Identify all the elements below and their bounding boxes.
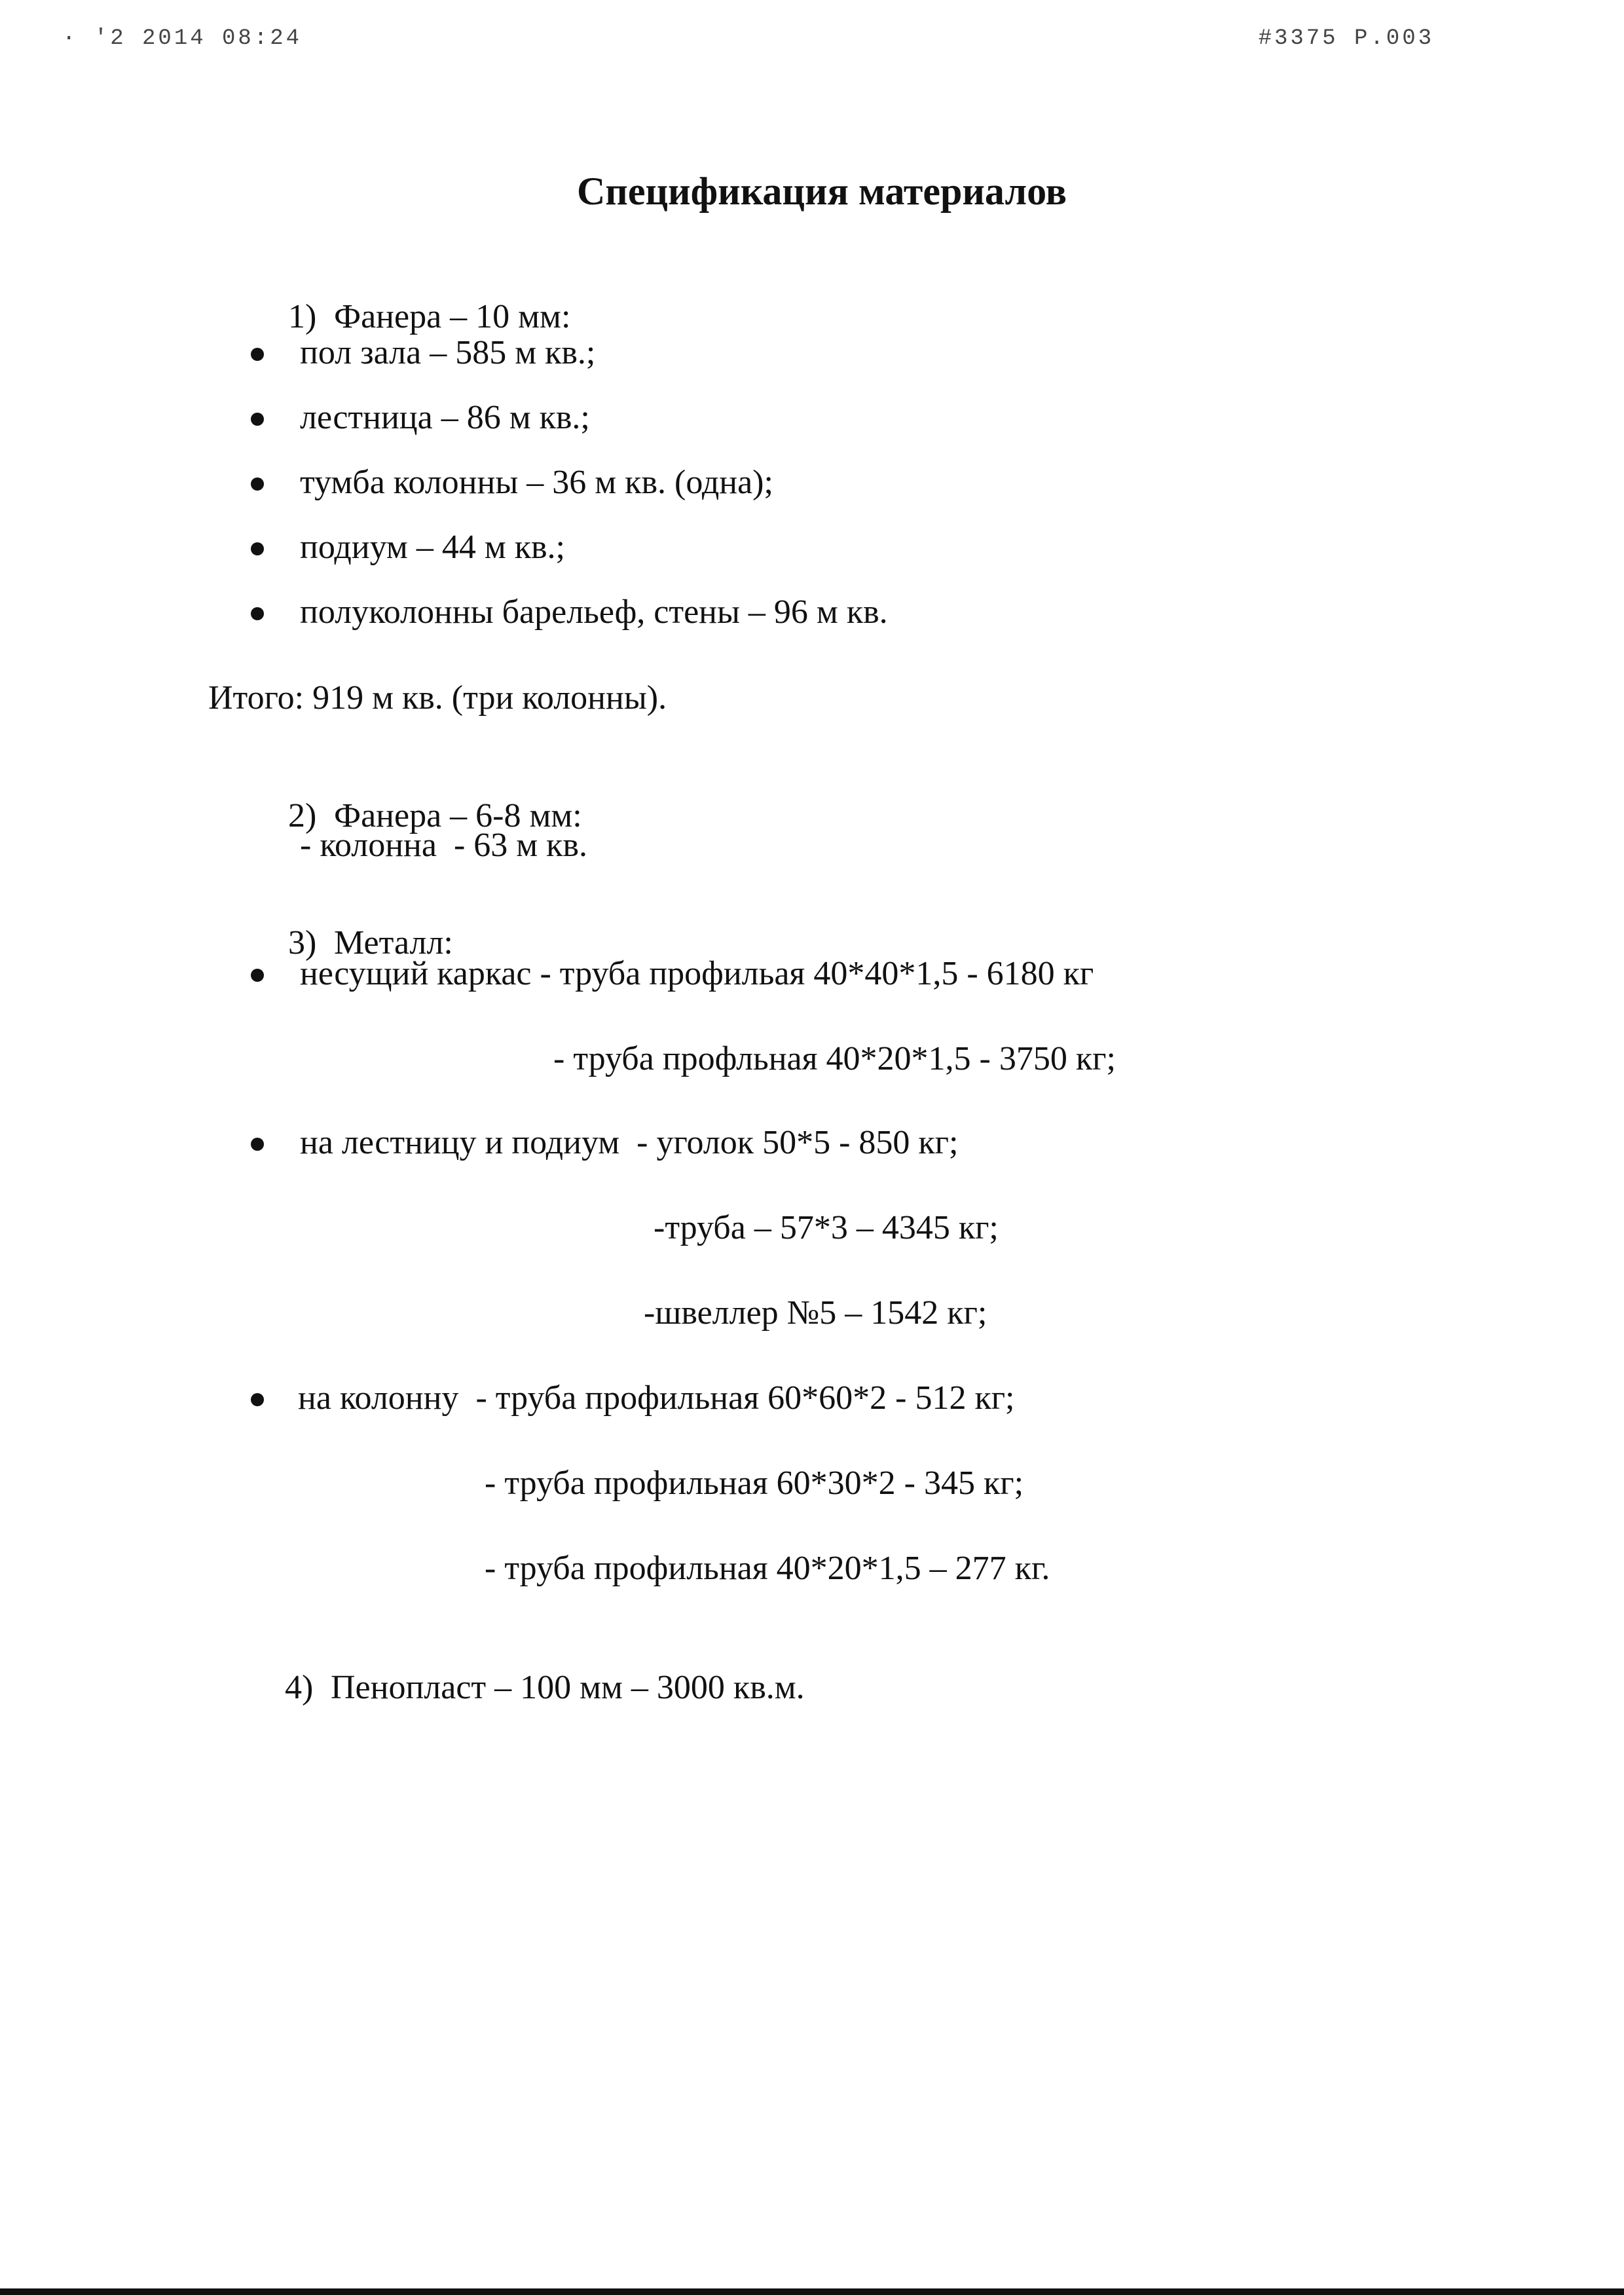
bullet-icon <box>251 348 264 361</box>
list-item: пол зала – 585 м кв.; <box>300 334 596 371</box>
list-item: полуколонны барельеф, стены – 96 м кв. <box>300 593 888 631</box>
list-item: подиум – 44 м кв.; <box>300 529 566 566</box>
list-item: лестница – 86 м кв.; <box>300 399 590 436</box>
bullet-icon <box>251 542 264 555</box>
bullet-icon <box>251 607 264 620</box>
section-text: Фанера – 10 мм: <box>334 298 571 335</box>
list-item: - колонна - 63 м кв. <box>300 827 587 864</box>
section-number: 4) <box>285 1669 314 1706</box>
list-item: на лестницу и подиум - уголок 50*5 - 850 кг; <box>300 1124 959 1161</box>
list-item-continuation: -труба – 57*3 – 4345 кг; <box>654 1209 999 1246</box>
list-item: тумба колонны – 36 м кв. (одна); <box>300 464 773 501</box>
section-number: 1) <box>288 298 317 335</box>
section-4-heading <box>251 1637 805 1739</box>
list-item-continuation: - труба профльная 40*20*1,5 - 3750 кг; <box>553 1040 1116 1077</box>
fax-date-time: · '2 2014 08:24 <box>62 26 303 51</box>
fax-page-number: #3375 P.003 <box>1258 26 1434 51</box>
scan-edge-rule <box>0 2288 1624 2295</box>
bullet-icon <box>251 413 264 426</box>
bullet-icon <box>251 477 264 491</box>
bullet-icon <box>251 969 264 982</box>
section-text: Металл: <box>334 924 453 961</box>
bullet-icon <box>251 1393 264 1406</box>
list-item: несущий каркас - труба профильая 40*40*1,5 - 6180 кг <box>300 955 1094 992</box>
section-text: Фанера – 6-8 мм: <box>334 797 582 834</box>
page-title: Спецификация материалов <box>576 170 1067 213</box>
list-item-continuation: -швеллер №5 – 1542 кг; <box>644 1294 987 1332</box>
list-item-continuation: - труба профильная 60*30*2 - 345 кг; <box>485 1465 1024 1502</box>
section-number: 2) <box>288 797 317 834</box>
list-item: на колонну - труба профильная 60*60*2 - 512 кг; <box>298 1379 1015 1417</box>
list-item-continuation: - труба профильная 40*20*1,5 – 277 кг. <box>485 1550 1050 1587</box>
total-line: Итого: 919 м кв. (три колонны). <box>208 679 667 717</box>
bullet-icon <box>251 1138 264 1151</box>
section-number: 3) <box>288 924 317 961</box>
section-text: Пенопласт – 100 мм – 3000 кв.м. <box>331 1669 805 1706</box>
